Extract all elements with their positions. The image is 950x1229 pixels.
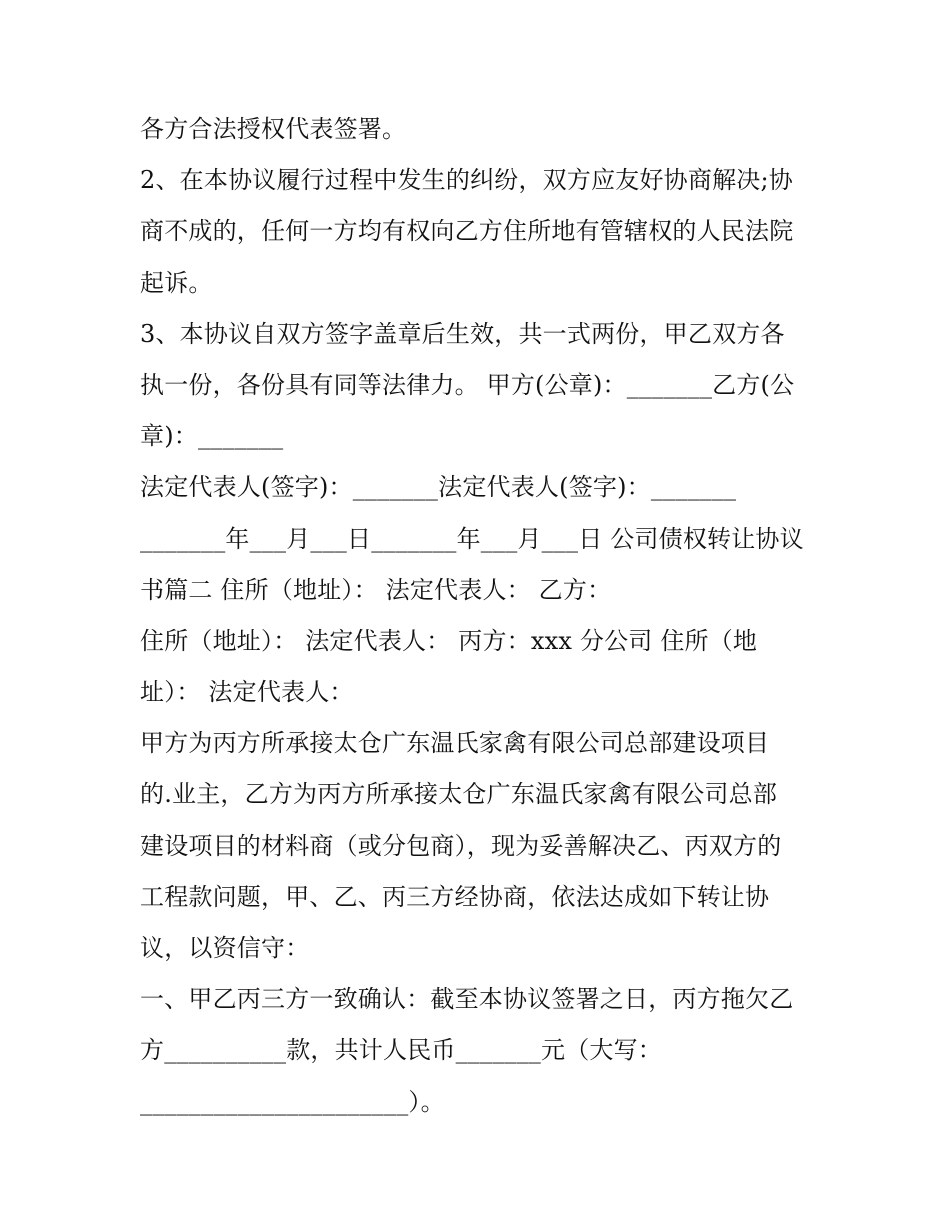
text-line: 工程款问题，甲、乙、丙三方经协商，依法达成如下转让协 [140,882,770,911]
text-line: 书篇二 住所（地址）： 法定代表人： 乙方： [140,575,612,604]
text-line: ______________________）。 [140,1087,445,1116]
text-line: _______年___月___日_______年___月___日 公司债权转让协议 [140,524,804,553]
text-line: 址）： 法定代表人： [140,678,354,707]
text-line: 甲方为丙方所承接太仓广东温氏家禽有限公司总部建设项目 [140,729,770,758]
text-line: 一、甲乙丙三方一致确认：截至本协议签署之日，丙方拖欠乙 [140,985,794,1014]
text-line: 方__________款，共计人民币_______元（大写： [140,1036,662,1065]
text-line: 议，以资信守： [140,934,310,962]
text-line: 建设项目的材料商（或分包商），现为妥善解决乙、丙双方的 [140,831,782,860]
text-line: 法定代表人(签字)：_______法定代表人(签字)：_______ [140,473,737,502]
text-line: 住所（地址）： 法定代表人： 丙方：xxx 分公司 住所（地 [140,626,758,655]
text-line: 3、本协议自双方签字盖章后生效，共一式两份，甲乙双方各 [140,319,785,348]
text-line: 起诉。 [140,268,213,297]
text-line: 各方合法授权代表签署。 [140,115,407,143]
text-line: 商不成的，任何一方均有权向乙方住所地有管辖权的人民法院 [140,217,794,246]
text-line: 2、在本协议履行过程中发生的纠纷，双方应友好协商解决;协 [140,166,793,195]
text-line: 的.业主，乙方为丙方所承接太仓广东温氏家禽有限公司总部 [140,780,778,809]
text-line: 章)：_______ [140,422,284,451]
text-line: 执一份，各份具有同等法律力。 甲方(公章)：_______乙方(公 [140,370,795,399]
document-body [140,104,830,1128]
